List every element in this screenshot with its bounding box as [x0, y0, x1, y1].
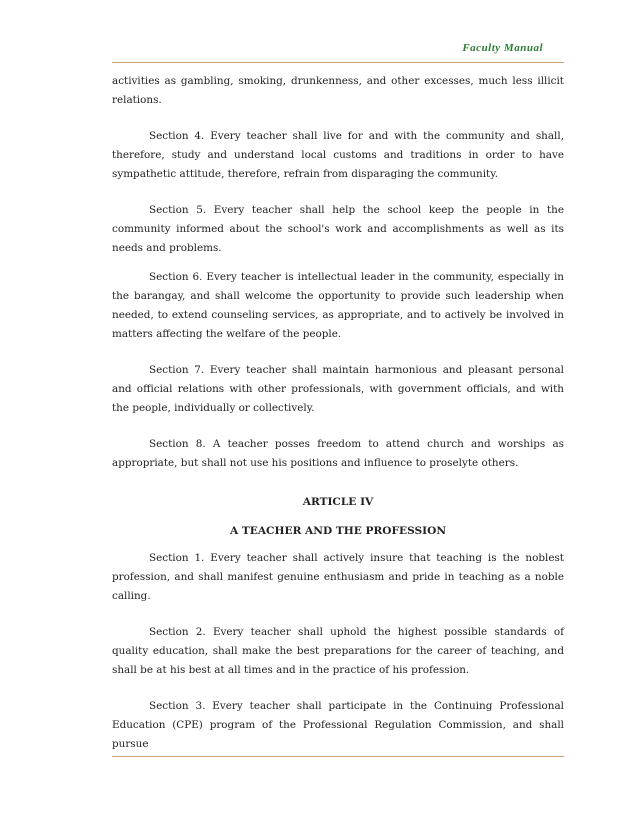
article3-section-5: Section 5. Every teacher shall help the school keep the people in the community informed about the school's work and accomplishments as well as its needs and problems.	[112, 204, 564, 254]
article4-section-1: Section 1. Every teacher shall actively insure that teaching is the noblest profession, and shall manifest genuine enthusiasm and pride in teaching as a noble calling.	[112, 552, 564, 602]
article3-section-4: Section 4. Every teacher shall live for and with the community and shall, therefore, study and understand local customs and traditions in order to have sympathetic attitude, therefore, refrain from disparaging the community.	[112, 130, 564, 180]
footer-divider	[112, 756, 564, 757]
article4-section-3: Section 3. Every teacher shall participate in the Continuing Professional Education (CPE) program of the Professional Regulation Commission, and shall pursue	[112, 700, 564, 750]
article3-section-7: Section 7. Every teacher shall maintain harmonious and pleasant personal and official relations with other professionals, with government officials, and with the people, individually or collectively.	[112, 364, 564, 414]
article4-section-2: Section 2. Every teacher shall uphold the highest possible standards of quality education, shall make the best preparations for the career of teaching, and shall be at his best at all times and in the practice of his profession.	[112, 626, 564, 676]
article3-section-8: Section 8. A teacher posses freedom to attend church and worships as appropriate, but shall not use his positions and influence to proselyte others.	[112, 438, 564, 469]
article-subheading: A TEACHER AND THE PROFESSION	[229, 525, 447, 537]
article3-section-6: Section 6. Every teacher is intellectual leader in the community, especially in the barangay, and shall welcome the opportunity to provide such leadership when needed, to extend counseling services, as appropriate, and to actively be involved in matters affecting the welfare of the people.	[112, 271, 564, 340]
manual-title: Faculty Manual	[462, 42, 543, 54]
page-content	[112, 72, 564, 754]
article-heading: ARTICLE IV	[302, 496, 374, 508]
continuation-paragraph: activities as gambling, smoking, drunkenness, and other excesses, much less illicit relations.	[112, 75, 564, 106]
header-divider	[112, 62, 564, 63]
